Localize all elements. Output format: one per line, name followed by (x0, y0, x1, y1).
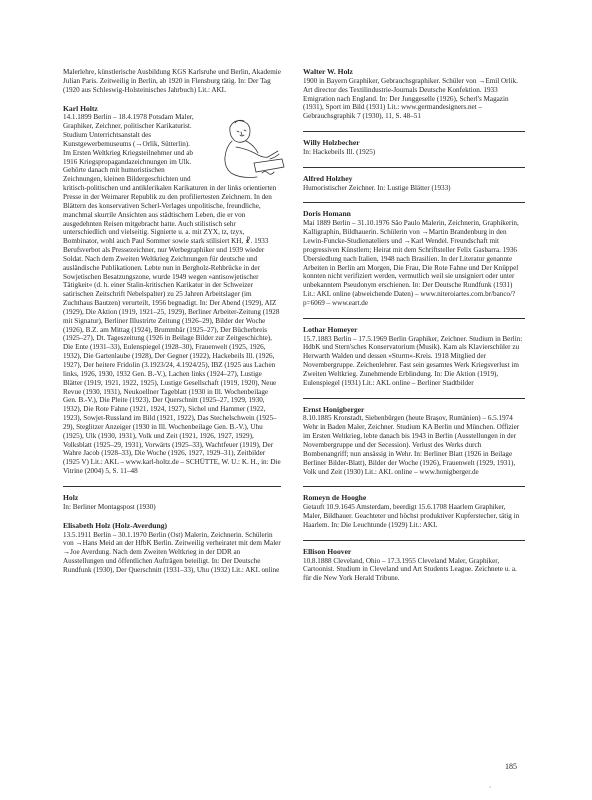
entry-willy-holzbecher (303, 139, 525, 157)
entry-body: 14.1.1899 Berlin – 18.4.1978 Potsdam Maler, Graphiker, Zeichner, politischer Karikaturist. Studium Unterrichtsanstalt des Kunstgewerbemuseums (→Orlik, Sütterlin). Im Ersten Weltkrieg Kriegsteilnehmer und ab 1916 Kriegspropagandazeichnungen im Ulk. Gehörte danach mit humoristischen Zeichnungen, kleinen Bildergeschichten und kritisch-politischen und antiklerikalen Karikaturen in der links orientierten Presse in der Weimarer Republik zu den profiliertesten Zeichnern. In den Blättern des konservativen Scherl-Verlages unpolitische, freundliche, manchmal skurrile Ansichten aus städtischem Leben, die er von ausgedehnten Reisen mitgebracht hatte. Auch stilistisch sehr unterschiedlich und vielseitig. Signierte u. a. mit ZYX, tz, tzyx, Bombinator, wohl auch Paul Sommer sowie stark stilisiert KH, ☧. 1933 Berufsverbot als Pressezeichner, nur Werbegraphiker und 1939 wieder Soldat. Nach dem Zweiten Weltkrieg Zeichnungen für deutsche und ausländische Publikationen. Lebte nun in Bergholz-Rehbrücke in der Sowjetischen Besatzungszone, wurde 1949 wegen »antisowjetischer Tätigkeit« (d. h. einer Stalin-kritischen Karikatur in der Schweizer satirischen Zeitschrift Nebelspalter) zu 25 Jahren Arbeitslager (im Zuchthaus Bautzen) verurteilt, 1956 begnadigt. In: Der Abend (1929), AIZ (1929), Die Aktion (1919, 1921–25, 1929), Berliner Arbeiter-Zeitung (1928 mit Signatur), Berliner Illustrirte Zeitung (1926–29), Bilder der Woche (1926), B.Z. am Mittag (1924), Brummbär (1925–27), Der Bücherbreis (1925–27), Dt. Tageszeitung (1926 in Beilage Bilder zur Zeitgeschichte), Die Ente (1931–33), Eulenspiegel (1928–30), Frauenwelt (1925, 1926, 1932), Die Gartenlaube (1928), Der Gegner (1922), Hackebeils Ill. (1926, 1927), Der heitere Fridolin (3.1923/24, 4.1924/25), IBZ (1925 aus Lachen links, 1926, 1930, 1932 Gen. B.-V.), Lachen links (1924–27), Lustige Blätter (1919, 1921, 1922, 1925), Lustige Gesellschaft (1919, 1920), Neue Revue (1930, 1931), Neukoellner Tageblatt (1930 in Ill. Wochenbeilage Gen. B.-V.), Die Pleite (1923), Der Querschnitt (1925–27, 1929, 1930, 1932), Die Rote Fahne (1921, 1924, 1927), Sichel und Hammer (1922, 1923), Sowjet-Russland im Bild (1921, 1922), Das Stechelschwein (1925–29), Steglitzer Anzeiger (1930 in Ill. Wochenbeilage Gen. B.-V.), Uhu (1925), Ulk (1930, 1931), Volk und Zeit (1921, 1926, 1927, 1929), Volksblatt (1925–29, 1931), Vorwärts (1925–33), Wachtfeuer (1919), Der Wahre Jacob (1928–33), Die Woche (1926, 1927, 1929–31), Zeitbilder (1925 V) Lit.: AKL – www.karl-holtz.de – SCHÜTTE, W. U.: K. H., in: Die Vitrine (2004) 5, S. 11–48 (63, 113, 281, 476)
caricature-sketch-icon (202, 113, 287, 180)
entry-divider (303, 131, 525, 132)
entry-divider (303, 318, 525, 319)
entry-doris-homann (303, 210, 525, 307)
entry-romeyn-de-hooghe (303, 494, 525, 529)
entry-holtz-continued (63, 68, 281, 95)
entry-body: 1900 in Bayern Graphiker, Gebrauchsgraphiker. Schüler von →Emil Orlik. Art director des Textilindustrie-Journals Deutsche Konfektion. 1933 Emigration nach England. In: Der Junggeselle (1926), Scherl's Magazin (1931), Sport im Bild (1931) Lit.: www.germandesigners.net – Gebrauchsgraphik 7 (1930), 11, S. 48–51 (303, 76, 518, 121)
entry-body: In: Hackebeils Ill. (1925) (303, 147, 376, 156)
entry-divider (63, 486, 281, 487)
entry-body: 15.7.1883 Berlin – 17.5.1969 Berlin Graphiker, Zeichner. Studium in Berlin: HdbK und Stern'sches Konservatorium (Musik). Kam als Klavierschüler zu Herwarth Walden und dessen »Sturm«-Kreis. 1918 Mitglied der Novembergruppe. Zeichenlehrer. Fast sein gesamtes Werk Kriegsverlust im Zweiten Weltkrieg. Zunehmende Erblindung. In: Die Aktion (1919), Eulenspiegel (1931) Lit.: AKL online – Berliner Stadtbilder (303, 334, 523, 387)
entry-elisabeth-holz (63, 522, 281, 575)
entry-body: Getauft 10.9.1645 Amsterdam, beerdigt 15.6.1708 Haarlem Graphiker, Maler, Bildhauer. Geachteter und höchst produktiver Kupferstecher, tätig in Haarlem. In: Die Leuchtunde (1929) Lit.: AKL (303, 503, 520, 529)
entry-alfred-holzhey (303, 175, 525, 193)
entry-name: Lothar Homeyer (303, 324, 358, 334)
entry-name: Romeyn de Hooghe (303, 493, 367, 503)
entry-walter-holz (303, 68, 525, 121)
entry-body: Mai 1889 Berlin – 31.10.1976 São Paulo Malerin, Zeichnerin, Graphikerin, Kalligraphin, Bildhauerin. Schülerin von →Martin Brandenburg in den Lewin-Funcke-Studienateliers und →Karl Wendel. Freundschaft mit progressiven Künstlern; Heirat mit dem Schriftsteller Felix Gasbarra. 1936 Übersiedlung nach Italien, 1948 nach Brasilien. In der Literatur genannte Arbeiten in Berlin am Morgen, Die Frau, Die Rote Fahne und Der Knüppel konnten nicht verifiziert werden, vermutlich weil sie unsigniert oder unter unbekanntem Pseudonym erschienen. In: Der Deutsche Rundfunk (1931) Lit.: AKL online (abweichende Daten) – www.niteroiartes.com.br/banco/?p=6069 – www.eart.de (303, 219, 519, 307)
entry-ernst-honigberger (303, 406, 525, 477)
entry-body: 10.8.1888 Cleveland, Ohio – 17.3.1955 Cleveland Maler, Graphiker, Cartoonist. Studium in Cleveland und Art Students League. Zeichnete u. a. für die New York Herald Tribune. (303, 556, 517, 583)
entry-name: Elisabeth Holz (Holz-Averdung) (63, 520, 168, 530)
entry-name: Ernst Honigberger (303, 404, 365, 414)
entry-name: Walter W. Holz (303, 67, 353, 76)
entry-name: Alfred Holzhey (303, 173, 353, 183)
entry-divider (303, 540, 525, 541)
entry-body: Humoristischer Zeichner. In: Lustige Blätter (1933) (303, 183, 451, 192)
entry-name: Willy Holzbecher (303, 138, 360, 148)
entry-holz (63, 494, 281, 512)
entry-karl-holtz (63, 105, 281, 476)
entry-divider (303, 486, 525, 487)
entry-name: Doris Homann (303, 209, 351, 219)
entry-body: In: Berliner Montagspost (1930) (63, 502, 156, 511)
left-column (63, 68, 281, 585)
entry-ellison-hoover (303, 548, 525, 583)
entry-name: Ellison Hoover (303, 546, 352, 556)
entry-body: 8.10.1885 Kronstadt, Siebenbürgen (heute Braşov, Rumänien) – 6.5.1974 Wehr in Baden Maler, Zeichner. Studium KA Berlin und München. Offizier im Ersten Weltkrieg, lebte danach bis 1943 in Berlin (Ausstellungen in der Novembergruppe und der Secession). Verlust des Werks durch Bombenangriff; nun ansässig in Wehr. In: Berliner Blatt (1926 in Beilage Berliner Bilder-Blatt), Bilder der Woche (1926), Frauenwelt (1929, 1931), Volk und Zeit (1930) Lit.: AKL online – www.honigberger.de (303, 414, 520, 476)
entry-divider (303, 202, 525, 203)
page-bottom-mark: ˆ (489, 787, 491, 793)
page-number: 185 (505, 762, 517, 771)
entry-body: 13.5.1911 Berlin – 30.1.1970 Berlin (Ost) Malerin, Zeichnerin. Schülerin von →Hans Meid an der HfbK Berlin. Zeitweilig verheiratet mit dem Maler →Joe Averdung. Nach dem Zweiten Weltkrieg in der DDR an Ausstellungen und öffentlichen Aufträgen beteiligt. In: Der Deutsche Rundfunk (1930), Der Querschnitt (1931–33), Uhu (1932) Lit.: AKL online (63, 530, 281, 574)
right-column (303, 68, 525, 593)
entry-name: Karl Holtz (63, 103, 98, 113)
entry-divider (303, 398, 525, 399)
entry-lothar-homeyer (303, 326, 525, 388)
entry-divider (303, 167, 525, 168)
entry-name: Holz (63, 492, 79, 502)
entry-body: Malerlehre, künstlerische Ausbildung KGS Karlsruhe und Berlin, Akademie Julian Paris. Zeitweilig in Berlin, ab 1920 in Flensburg tätig. In: Der Tag (1920 aus Schleswig-Holsteinisches Jahrbuch) Lit.: AKL (63, 68, 281, 94)
